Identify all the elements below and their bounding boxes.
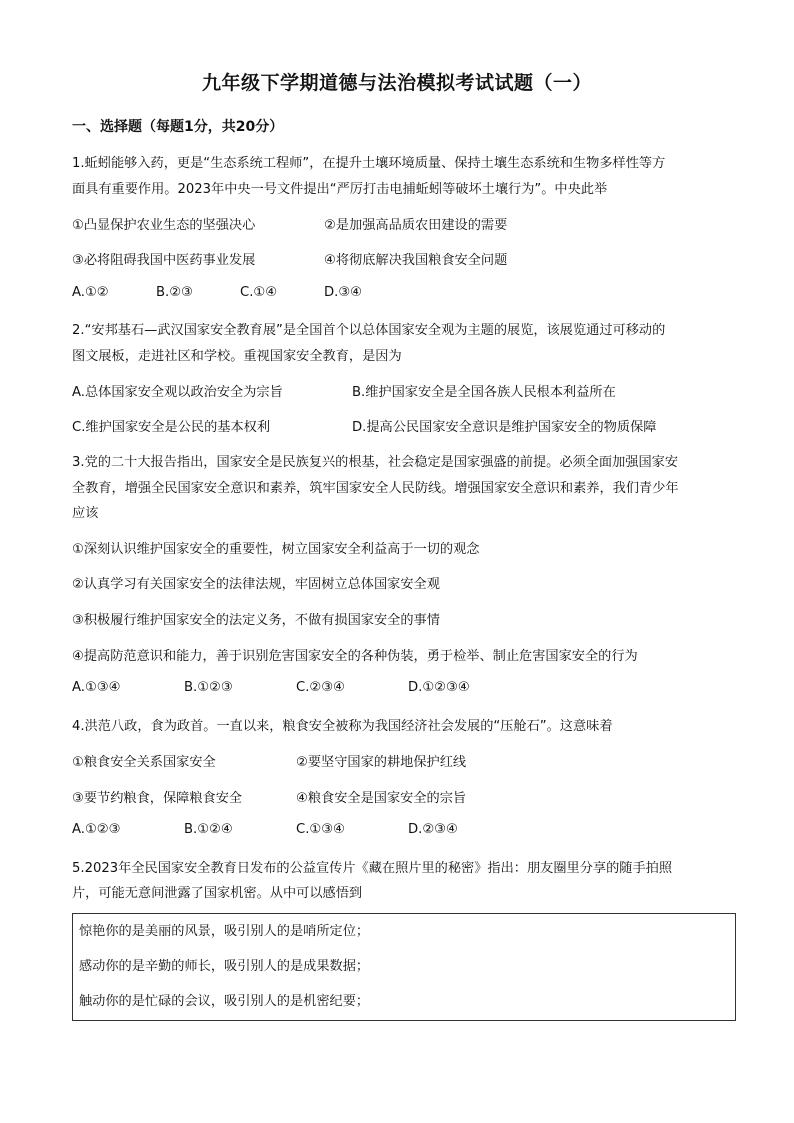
q3-item-1: ①深刻认识维护国家安全的重要性，树立国家安全利益高于一切的观念 — [72, 542, 480, 557]
q3-option-b[interactable]: B.①②③ — [184, 680, 233, 695]
q5-box-line-3: 触动你的是忙碌的会议，吸引别人的是机密纪要； — [79, 994, 370, 1009]
q3-item-3: ③积极履行维护国家安全的法定义务，不做有损国家安全的事情 — [72, 613, 440, 628]
q3-option-d[interactable]: D.①②③④ — [408, 680, 470, 695]
q2-stem-line-2: 图文展板，走进社区和学校。重视国家安全教育，是因为 — [72, 349, 402, 364]
page-title: 九年级下学期道德与法治模拟考试试题（一） — [201, 72, 592, 94]
q5-box-line-1: 惊艳你的是美丽的风景，吸引别人的是哨所定位； — [79, 924, 370, 939]
q4-option-c[interactable]: C.①③④ — [296, 822, 345, 837]
q1-item-2: ②是加强高品质农田建设的需要 — [324, 218, 508, 233]
q4-item-2: ②要坚守国家的耕地保护红线 — [296, 755, 467, 770]
q5-stem-line-1: 5.2023年全民国家安全教育日发布的公益宣传片《藏在照片里的秘密》指出：朋友圈里分享的随手拍照 — [72, 861, 673, 876]
q1-option-a[interactable]: A.①② — [72, 285, 109, 300]
q3-item-4: ④提高防范意识和能力，善于识别危害国家安全的各种伪装，勇于检举、制止危害国家安全的行为 — [72, 649, 638, 664]
q1-item-3: ③必将阻碍我国中医药事业发展 — [72, 253, 256, 268]
q3-option-c[interactable]: C.②③④ — [296, 680, 345, 695]
q4-option-d[interactable]: D.②③④ — [408, 822, 458, 837]
q2-option-a[interactable]: A.总体国家安全观以政治安全为宗旨 — [72, 385, 283, 400]
q3-stem-line-3: 应该 — [72, 506, 99, 521]
q3-item-2: ②认真学习有关国家安全的法律法规，牢固树立总体国家安全观 — [72, 577, 440, 592]
q3-option-a[interactable]: A.①③④ — [72, 680, 121, 695]
q1-option-c[interactable]: C.①④ — [240, 285, 278, 300]
q5-box-line-2: 感动你的是辛勤的师长，吸引别人的是成果数据； — [79, 959, 370, 974]
q4-item-3: ③要节约粮食，保障粮食安全 — [72, 791, 243, 806]
q1-option-b[interactable]: B.②③ — [156, 285, 193, 300]
q5-material-box — [72, 913, 736, 1021]
q4-option-b[interactable]: B.①②④ — [184, 822, 233, 837]
q1-stem-line-1: 1.蚯蚓能够入药，更是“生态系统工程师”，在提升土壤环境质量、保持土壤生态系统和生物多样性等方 — [72, 156, 666, 171]
section-heading: 一、选择题（每题1分，共20分） — [72, 119, 284, 135]
q2-option-c[interactable]: C.维护国家安全是公民的基本权利 — [72, 420, 271, 435]
q1-stem-line-2: 面具有重要作用。2023年中央一号文件提出“严厉打击电捕蚯蚓等破坏土壤行为”。中央此举 — [72, 182, 608, 197]
q2-option-d[interactable]: D.提高公民国家安全意识是维护国家安全的物质保障 — [352, 420, 657, 435]
q3-stem-line-2: 全教育，增强全民国家安全意识和素养，筑牢国家安全人民防线。增强国家安全意识和素养，我们青少年 — [72, 481, 679, 496]
q5-stem-line-2: 片，可能无意间泄露了国家机密。从中可以感悟到 — [72, 886, 363, 901]
q4-option-a[interactable]: A.①②③ — [72, 822, 121, 837]
q1-option-d[interactable]: D.③④ — [324, 285, 362, 300]
q4-item-1: ①粮食安全关系国家安全 — [72, 755, 216, 770]
q2-stem-line-1: 2.“安邦基石—武汉国家安全教育展”是全国首个以总体国家安全观为主题的展览，该展览通过可移动的 — [72, 323, 666, 338]
q3-stem-line-1: 3.党的二十大报告指出，国家安全是民族复兴的根基，社会稳定是国家强盛的前提。必须全面加强国家安 — [72, 455, 679, 470]
q1-item-4: ④将彻底解决我国粮食安全问题 — [324, 253, 508, 268]
q2-option-b[interactable]: B.维护国家安全是全国各族人民根本利益所在 — [352, 385, 616, 400]
q4-stem-line-1: 4.洪范八政，食为政首。一直以来，粮食安全被称为我国经济社会发展的“压舱石”。这意味着 — [72, 719, 613, 734]
q4-item-4: ④粮食安全是国家安全的宗旨 — [296, 791, 467, 806]
q1-item-1: ①凸显保护农业生态的坚强决心 — [72, 218, 256, 233]
